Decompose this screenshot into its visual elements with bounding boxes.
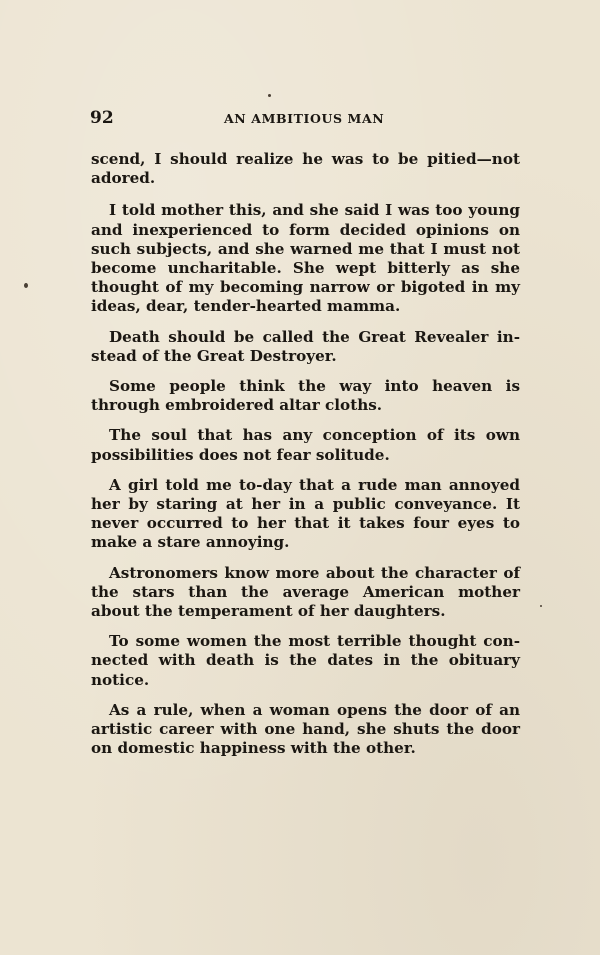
page-number: 92: [90, 108, 114, 128]
paper-speck: [540, 605, 542, 607]
paragraph: As a rule, when a woman opens the door of an artistic career with one hand, she shuts the door on domestic happiness with the other.: [91, 700, 520, 758]
paragraph: A girl told me to-day that a rude man annoyed her by staring at her in a public conveyance. It never occurred to her that it takes four eyes to make a stare annoying.: [91, 475, 520, 552]
paragraph: To some women the most terrible thought connected with death is the dates in the obituary notice.: [91, 632, 520, 689]
paper-speck: [24, 283, 28, 288]
running-title: AN AMBITIOUS MAN: [224, 111, 385, 126]
paragraph: The soul that has any conception of its own possibilities does not fear solitude.: [91, 426, 520, 464]
paper-speck: [268, 94, 271, 97]
paragraph: I told mother this, and she said I was too young and inexperienced to form decided opinions on such subjects, and she warned me that I must not become uncharitable. She wept bitterly as she thought of my becoming narrow or bigoted in my ideas, dear, tender-hearted mamma.: [91, 201, 520, 316]
page-header: [90, 108, 520, 132]
paragraph-continuation: scend, I should realize he was to be pitied—not adored.: [91, 150, 520, 188]
paragraph: Death should be called the Great Revealer instead of the Great Destroyer.: [91, 327, 520, 365]
paragraph: Some people think the way into heaven is through embroidered altar cloths.: [91, 377, 520, 415]
body-text: [91, 150, 520, 769]
paragraph: Astronomers know more about the character of the stars than the average American mother about the temperament of her daughters.: [91, 563, 520, 621]
